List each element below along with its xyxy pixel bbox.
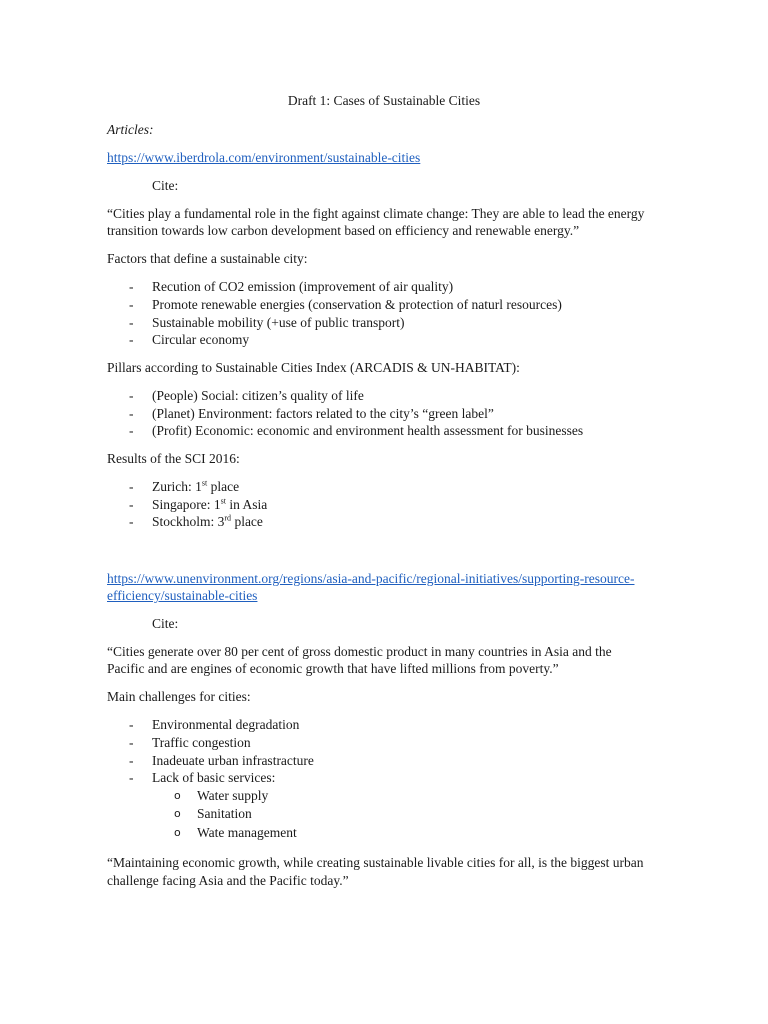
result-text: Singapore: 1st in Asia	[152, 496, 268, 512]
dash-bullet: -	[129, 497, 134, 512]
dash-bullet: -	[129, 297, 134, 312]
list-item-text: Lack of basic services:	[152, 770, 276, 785]
dash-bullet: -	[129, 770, 134, 785]
dash-bullet: -	[129, 332, 134, 347]
closing-quote-line2: challenge facing Asia and the Pacific today.”	[107, 873, 349, 888]
dash-bullet: -	[129, 753, 134, 768]
list-item-text: Recution of CO2 emission (improvement of air quality)	[152, 279, 454, 294]
article1-quote-line2: transition towards low carbon development based on efficiency and renewable energy.”	[107, 223, 580, 238]
dash-bullet: -	[129, 388, 134, 403]
list-item-text: Environmental degradation	[152, 717, 300, 732]
circle-bullet: o	[174, 807, 181, 820]
sub-list-item-text: Wate management	[197, 825, 297, 840]
dash-bullet: -	[129, 315, 134, 330]
article1-quote-line1: “Cities play a fundamental role in the fight against climate change: They are able to lead the energy	[107, 206, 645, 221]
circle-bullet: o	[174, 826, 181, 839]
list-item-text: Inadeuate urban infrastracture	[152, 753, 314, 768]
sub-list-item-text: Water supply	[197, 788, 269, 803]
dash-bullet: -	[129, 406, 134, 421]
circle-bullet: o	[174, 789, 181, 802]
article2-quote-line2: Pacific and are engines of economic growth that have lifted millions from poverty.”	[107, 661, 559, 676]
pillars-heading: Pillars according to Sustainable Cities Index (ARCADIS & UN-HABITAT):	[107, 360, 520, 375]
article2-link-line2[interactable]: efficiency/sustainable-cities	[107, 588, 258, 603]
result-text: Stockholm: 3rd place	[152, 513, 263, 529]
article2-link-line1[interactable]: https://www.unenvironment.org/regions/asia-and-pacific/regional-initiatives/supporting-resource-	[107, 571, 635, 586]
list-item-text: Sustainable mobility (+use of public transport)	[152, 315, 405, 330]
article2-cite-label: Cite:	[152, 616, 179, 631]
dash-bullet: -	[129, 514, 134, 529]
dash-bullet: -	[129, 735, 134, 750]
dash-bullet: -	[129, 479, 134, 494]
list-item-text: (Profit) Economic: economic and environment health assessment for businesses	[152, 423, 584, 438]
sub-list-item-text: Sanitation	[197, 806, 252, 821]
list-item-text: (Planet) Environment: factors related to the city’s “green label”	[152, 406, 494, 421]
list-item-text: (People) Social: citizen’s quality of life	[152, 388, 364, 403]
dash-bullet: -	[129, 279, 134, 294]
articles-label: Articles:	[107, 122, 154, 137]
dash-bullet: -	[129, 423, 134, 438]
list-item-text: Traffic congestion	[152, 735, 251, 750]
dash-bullet: -	[129, 717, 134, 732]
result-text: Zurich: 1st place	[152, 478, 240, 494]
factors-heading: Factors that define a sustainable city:	[107, 251, 308, 266]
challenges-heading: Main challenges for cities:	[107, 689, 251, 704]
list-item-text: Promote renewable energies (conservation & protection of naturl resources)	[152, 297, 562, 312]
page-title: Draft 1: Cases of Sustainable Cities	[287, 93, 481, 108]
closing-quote-line1: “Maintaining economic growth, while creating sustainable livable cities for all, is the biggest urban	[107, 855, 644, 870]
results-heading: Results of the SCI 2016:	[107, 451, 240, 466]
article2-quote-line1: “Cities generate over 80 per cent of gross domestic product in many countries in Asia and the	[107, 644, 612, 659]
article1-cite-label: Cite:	[152, 178, 179, 193]
list-item-text: Circular economy	[152, 332, 250, 347]
article1-link[interactable]: https://www.iberdrola.com/environment/sustainable-cities	[107, 150, 421, 165]
